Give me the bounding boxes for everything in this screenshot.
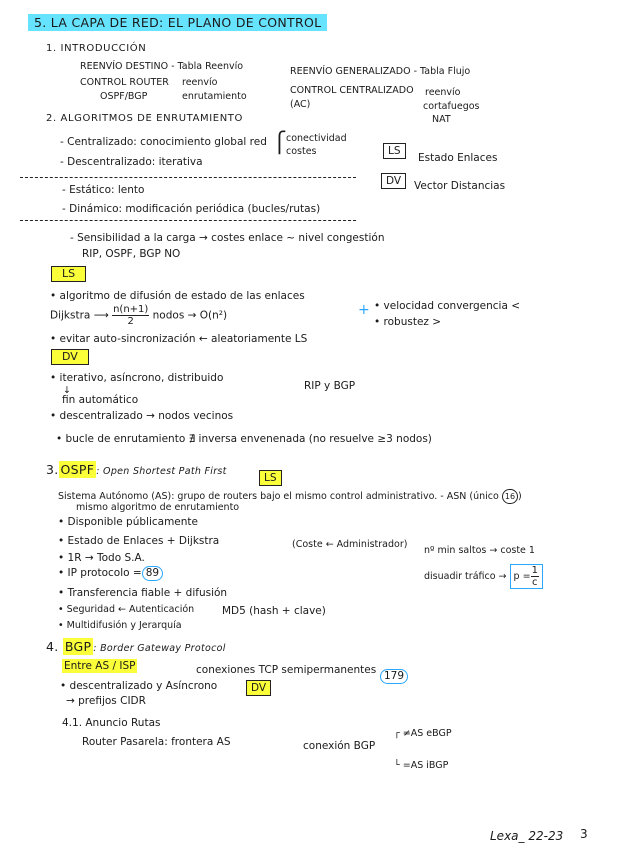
brace-icon: ⎧ bbox=[272, 130, 287, 154]
bgp-ebgp: ┌ ≠AS eBGP bbox=[394, 728, 452, 739]
ls-fraction: $\frac{n(n+1)}{2}$ bbox=[113, 304, 149, 327]
algo-costes: costes bbox=[286, 146, 317, 157]
ls-dijkstra: Dijkstra bbox=[50, 309, 91, 322]
page-number: 3 bbox=[580, 827, 588, 841]
intro-c-reenvio: reenvío bbox=[425, 87, 461, 98]
intro-reenvio-generalizado: REENVÍO GENERALIZADO - Tabla Flujo bbox=[290, 66, 471, 77]
ospf-as-definition: Sistema Autónomo (AS): grupo de routers bajo el mismo control administrativo. - ASN (único 16 ) bbox=[58, 491, 522, 502]
algo-protocolos-no: RIP, OSPF, BGP NO bbox=[82, 248, 181, 260]
ls-difusion: • algoritmo de difusión de estado de las enlaces bbox=[50, 290, 305, 302]
intro-control-router: CONTROL ROUTER bbox=[80, 77, 169, 88]
intro-control-centralizado: CONTROL CENTRALIZADO bbox=[290, 85, 414, 96]
dv-rip-bgp: RIP y BGP bbox=[304, 380, 356, 392]
dv-fin-automatico: fin automático bbox=[62, 394, 139, 406]
ospf-asn-bits: 16 bbox=[502, 489, 518, 504]
ospf-md5: MD5 (hash + clave) bbox=[222, 605, 326, 617]
intro-enrutamiento-note: enrutamiento bbox=[182, 91, 247, 102]
ospf-multidifusion: • Multidifusión y Jerarquía bbox=[58, 620, 182, 631]
intro-reenvio-destino: REENVÍO DESTINO - Tabla Reenvío bbox=[80, 61, 244, 72]
ospf-p-formula: p = $\frac{1}{c}$ bbox=[510, 564, 543, 589]
section-intro-heading: 1. INTRODUCCIÓN bbox=[46, 43, 147, 54]
ospf-transferencia: • Transferencia fiable + difusión bbox=[58, 587, 228, 599]
ls-estado-enlaces: Estado Enlaces bbox=[418, 152, 498, 164]
algo-sensibilidad: - Sensibilidad a la carga → costes enlace ~ nivel congestión bbox=[70, 232, 385, 244]
algo-conectividad: conectividad bbox=[286, 133, 347, 144]
ospf-protocol-number: 89 bbox=[142, 566, 163, 581]
bgp-router-pasarela: Router Pasarela: frontera AS bbox=[82, 736, 231, 748]
bgp-entre-as-isp: Entre AS / ISP bbox=[64, 660, 136, 672]
bgp-descentralizado: • descentralizado y Asíncrono bbox=[60, 680, 218, 692]
ospf-seguridad: • Seguridad ← Autenticación bbox=[58, 604, 195, 615]
down-arrow-icon: ↓ bbox=[63, 385, 71, 396]
ospf-estado-enlaces: • Estado de Enlaces + Dijkstra bbox=[58, 535, 220, 547]
ls-robustez: • robustez > bbox=[374, 316, 442, 328]
bgp-tcp: conexiones TCP semipermanentes bbox=[196, 664, 377, 676]
dv-bucle: • bucle de enrutamiento ∄ inversa envenenada (no resuelve ≥3 nodos) bbox=[56, 433, 432, 445]
ospf-1r: • 1R → Todo S.A. bbox=[58, 552, 145, 564]
algo-descentralizado: - Descentralizado: iterativa bbox=[60, 156, 203, 168]
ls-box: LS bbox=[383, 143, 406, 159]
arrow-icon: ⟶ bbox=[93, 309, 113, 322]
bgp-port-number: 179 bbox=[380, 669, 408, 684]
ospf-min-saltos: nº min saltos → coste 1 bbox=[424, 545, 535, 556]
plus-icon: + bbox=[358, 302, 370, 318]
ospf-ls-tag: LS bbox=[259, 470, 282, 486]
intro-c-cortafuegos: cortafuegos bbox=[423, 101, 480, 112]
algo-dinamico: - Dinámico: modificación periódica (bucles/rutas) bbox=[62, 203, 321, 215]
algo-centralizado: - Centralizado: conocimiento global red bbox=[60, 136, 267, 148]
ls-complexity: nodos → O(n²) bbox=[152, 309, 228, 322]
divider-line bbox=[20, 220, 356, 221]
ospf-ip-protocolo: • IP protocolo = 89 bbox=[58, 566, 163, 581]
dv-iterativo: • iterativo, asíncrono, distribuido bbox=[50, 372, 224, 384]
bgp-prefijos: → prefijos CIDR bbox=[66, 695, 146, 707]
algo-estatico: - Estático: lento bbox=[62, 184, 145, 196]
bgp-heading: 4. BGP : Border Gateway Protocol bbox=[46, 639, 226, 654]
page-title: 5. LA CAPA DE RED: EL PLANO DE CONTROL bbox=[28, 16, 327, 29]
ls-autosincronizacion: • evitar auto-sincronización ← aleatoriamente LS bbox=[50, 333, 308, 345]
intro-ac: (AC) bbox=[290, 99, 311, 110]
dv-box: DV bbox=[381, 173, 406, 189]
bgp-dv-tag: DV bbox=[246, 680, 271, 696]
divider-line bbox=[20, 177, 356, 178]
dv-tag: DV bbox=[51, 349, 89, 365]
ospf-coste: (Coste ← Administrador) bbox=[292, 539, 408, 550]
ls-velocidad: • velocidad convergencia < bbox=[374, 300, 521, 312]
footer-author: Lexa_ 22-23 bbox=[490, 829, 564, 843]
bgp-anuncio-rutas: 4.1. Anuncio Rutas bbox=[62, 717, 161, 729]
dv-vector-distancias: Vector Distancias bbox=[414, 180, 506, 192]
bgp-conexion: conexión BGP bbox=[303, 740, 376, 752]
intro-c-nat: NAT bbox=[432, 114, 451, 125]
ospf-disponible: • Disponible públicamente bbox=[58, 516, 198, 528]
bgp-ibgp: └ =AS iBGP bbox=[394, 760, 449, 771]
ospf-disuadir-line: disuadir tráfico → p = $\frac{1}{c}$ bbox=[424, 564, 543, 589]
intro-ospf-bgp: OSPF/BGP bbox=[100, 91, 148, 102]
bgp-port-line bbox=[380, 669, 408, 684]
ls-tag: LS bbox=[51, 266, 86, 282]
intro-reenvio-note: reenvío bbox=[182, 77, 218, 88]
section-algoritmos-heading: 2. ALGORITMOS DE ENRUTAMIENTO bbox=[46, 113, 243, 124]
dv-descentralizado: • descentralizado → nodos vecinos bbox=[50, 410, 234, 422]
ospf-heading: 3. OSPF : Open Shortest Path First bbox=[46, 462, 227, 477]
ospf-mismo-algoritmo: mismo algoritmo de enrutamiento bbox=[76, 502, 240, 513]
ls-dijkstra-line bbox=[50, 304, 227, 327]
